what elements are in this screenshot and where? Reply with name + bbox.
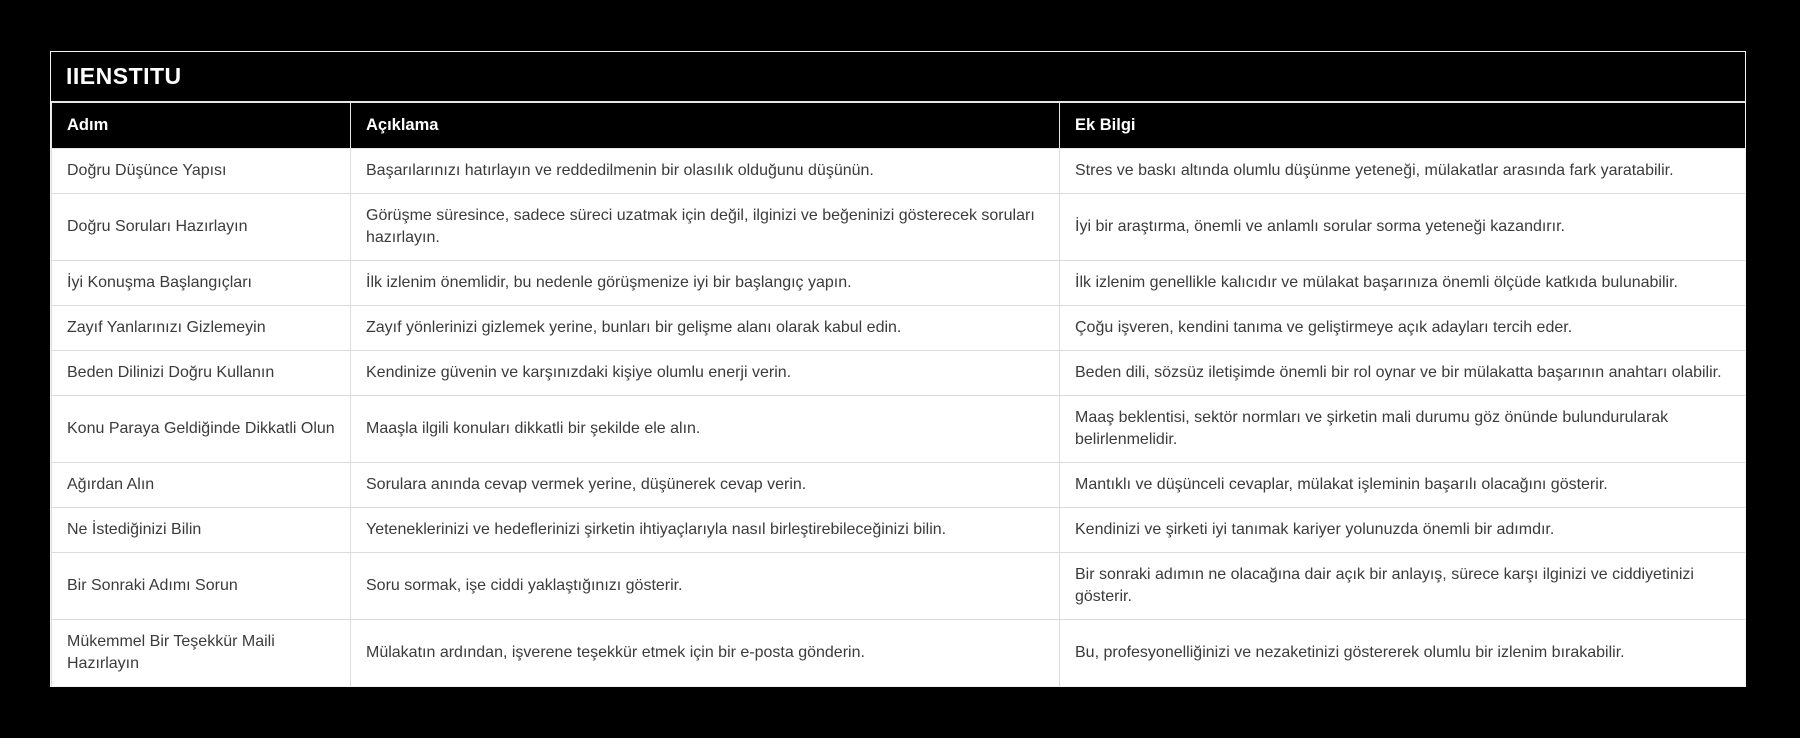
cell-aciklama: Zayıf yönlerinizi gizlemek yerine, bunları bir gelişme alanı olarak kabul edin. (351, 306, 1060, 351)
cell-aciklama: Kendinize güvenin ve karşınızdaki kişiye olumlu enerji verin. (351, 351, 1060, 396)
brand-title: IIENSTITU (66, 63, 182, 89)
cell-adim: Konu Paraya Geldiğinde Dikkatli Olun (52, 396, 351, 463)
table-header-row (52, 103, 1746, 149)
cell-adim: Ağırdan Alın (52, 463, 351, 508)
cell-ekbilgi: Kendinizi ve şirketi iyi tanımak kariyer yolunuzda önemli bir adımdır. (1060, 508, 1746, 553)
table-body (52, 149, 1746, 687)
brand-header (51, 52, 1745, 102)
interview-tips-table (51, 102, 1746, 687)
column-header-ekbilgi: Ek Bilgi (1060, 103, 1746, 149)
cell-adim: Doğru Soruları Hazırlayın (52, 194, 351, 261)
cell-aciklama: Mülakatın ardından, işverene teşekkür etmek için bir e-posta gönderin. (351, 620, 1060, 687)
cell-ekbilgi: İlk izlenim genellikle kalıcıdır ve mülakat başarınıza önemli ölçüde katkıda bulunabilir. (1060, 261, 1746, 306)
table-row (52, 149, 1746, 194)
table-row (52, 194, 1746, 261)
cell-adim: Bir Sonraki Adımı Sorun (52, 553, 351, 620)
table-row (52, 261, 1746, 306)
cell-adim: Beden Dilinizi Doğru Kullanın (52, 351, 351, 396)
cell-adim: Doğru Düşünce Yapısı (52, 149, 351, 194)
cell-adim: Ne İstediğinizi Bilin (52, 508, 351, 553)
cell-ekbilgi: Mantıklı ve düşünceli cevaplar, mülakat işleminin başarılı olacağını gösterir. (1060, 463, 1746, 508)
cell-ekbilgi: Bir sonraki adımın ne olacağına dair açık bir anlayış, sürece karşı ilginizi ve ciddiyetinizi gösterir. (1060, 553, 1746, 620)
cell-aciklama: Görüşme süresince, sadece süreci uzatmak için değil, ilginizi ve beğeninizi gösterecek soruları hazırlayın. (351, 194, 1060, 261)
cell-aciklama: İlk izlenim önemlidir, bu nedenle görüşmenize iyi bir başlangıç yapın. (351, 261, 1060, 306)
table-row (52, 553, 1746, 620)
cell-aciklama: Soru sormak, işe ciddi yaklaştığınızı gösterir. (351, 553, 1060, 620)
cell-ekbilgi: Beden dili, sözsüz iletişimde önemli bir rol oynar ve bir mülakatta başarının anahtarı olabilir. (1060, 351, 1746, 396)
cell-aciklama: Maaşla ilgili konuları dikkatli bir şekilde ele alın. (351, 396, 1060, 463)
cell-adim: Mükemmel Bir Teşekkür Maili Hazırlayın (52, 620, 351, 687)
cell-adim: Zayıf Yanlarınızı Gizlemeyin (52, 306, 351, 351)
table-row (52, 396, 1746, 463)
table-row (52, 620, 1746, 687)
cell-aciklama: Sorulara anında cevap vermek yerine, düşünerek cevap verin. (351, 463, 1060, 508)
column-header-adim: Adım (52, 103, 351, 149)
cell-adim: İyi Konuşma Başlangıçları (52, 261, 351, 306)
cell-ekbilgi: Maaş beklentisi, sektör normları ve şirketin mali durumu göz önünde bulundurularak belirlenmelidir. (1060, 396, 1746, 463)
cell-ekbilgi: İyi bir araştırma, önemli ve anlamlı sorular sorma yeteneği kazandırır. (1060, 194, 1746, 261)
table-row (52, 463, 1746, 508)
cell-ekbilgi: Bu, profesyonelliğinizi ve nezaketinizi göstererek olumlu bir izlenim bırakabilir. (1060, 620, 1746, 687)
column-header-aciklama: Açıklama (351, 103, 1060, 149)
cell-ekbilgi: Çoğu işveren, kendini tanıma ve geliştirmeye açık adayları tercih eder. (1060, 306, 1746, 351)
cell-aciklama: Başarılarınızı hatırlayın ve reddedilmenin bir olasılık olduğunu düşünün. (351, 149, 1060, 194)
table-row (52, 351, 1746, 396)
cell-ekbilgi: Stres ve baskı altında olumlu düşünme yeteneği, mülakatlar arasında fark yaratabilir. (1060, 149, 1746, 194)
table-row (52, 306, 1746, 351)
cell-aciklama: Yeteneklerinizi ve hedeflerinizi şirketin ihtiyaçlarıyla nasıl birleştirebileceğinizi bilin. (351, 508, 1060, 553)
table-row (52, 508, 1746, 553)
interview-tips-card (50, 51, 1746, 687)
